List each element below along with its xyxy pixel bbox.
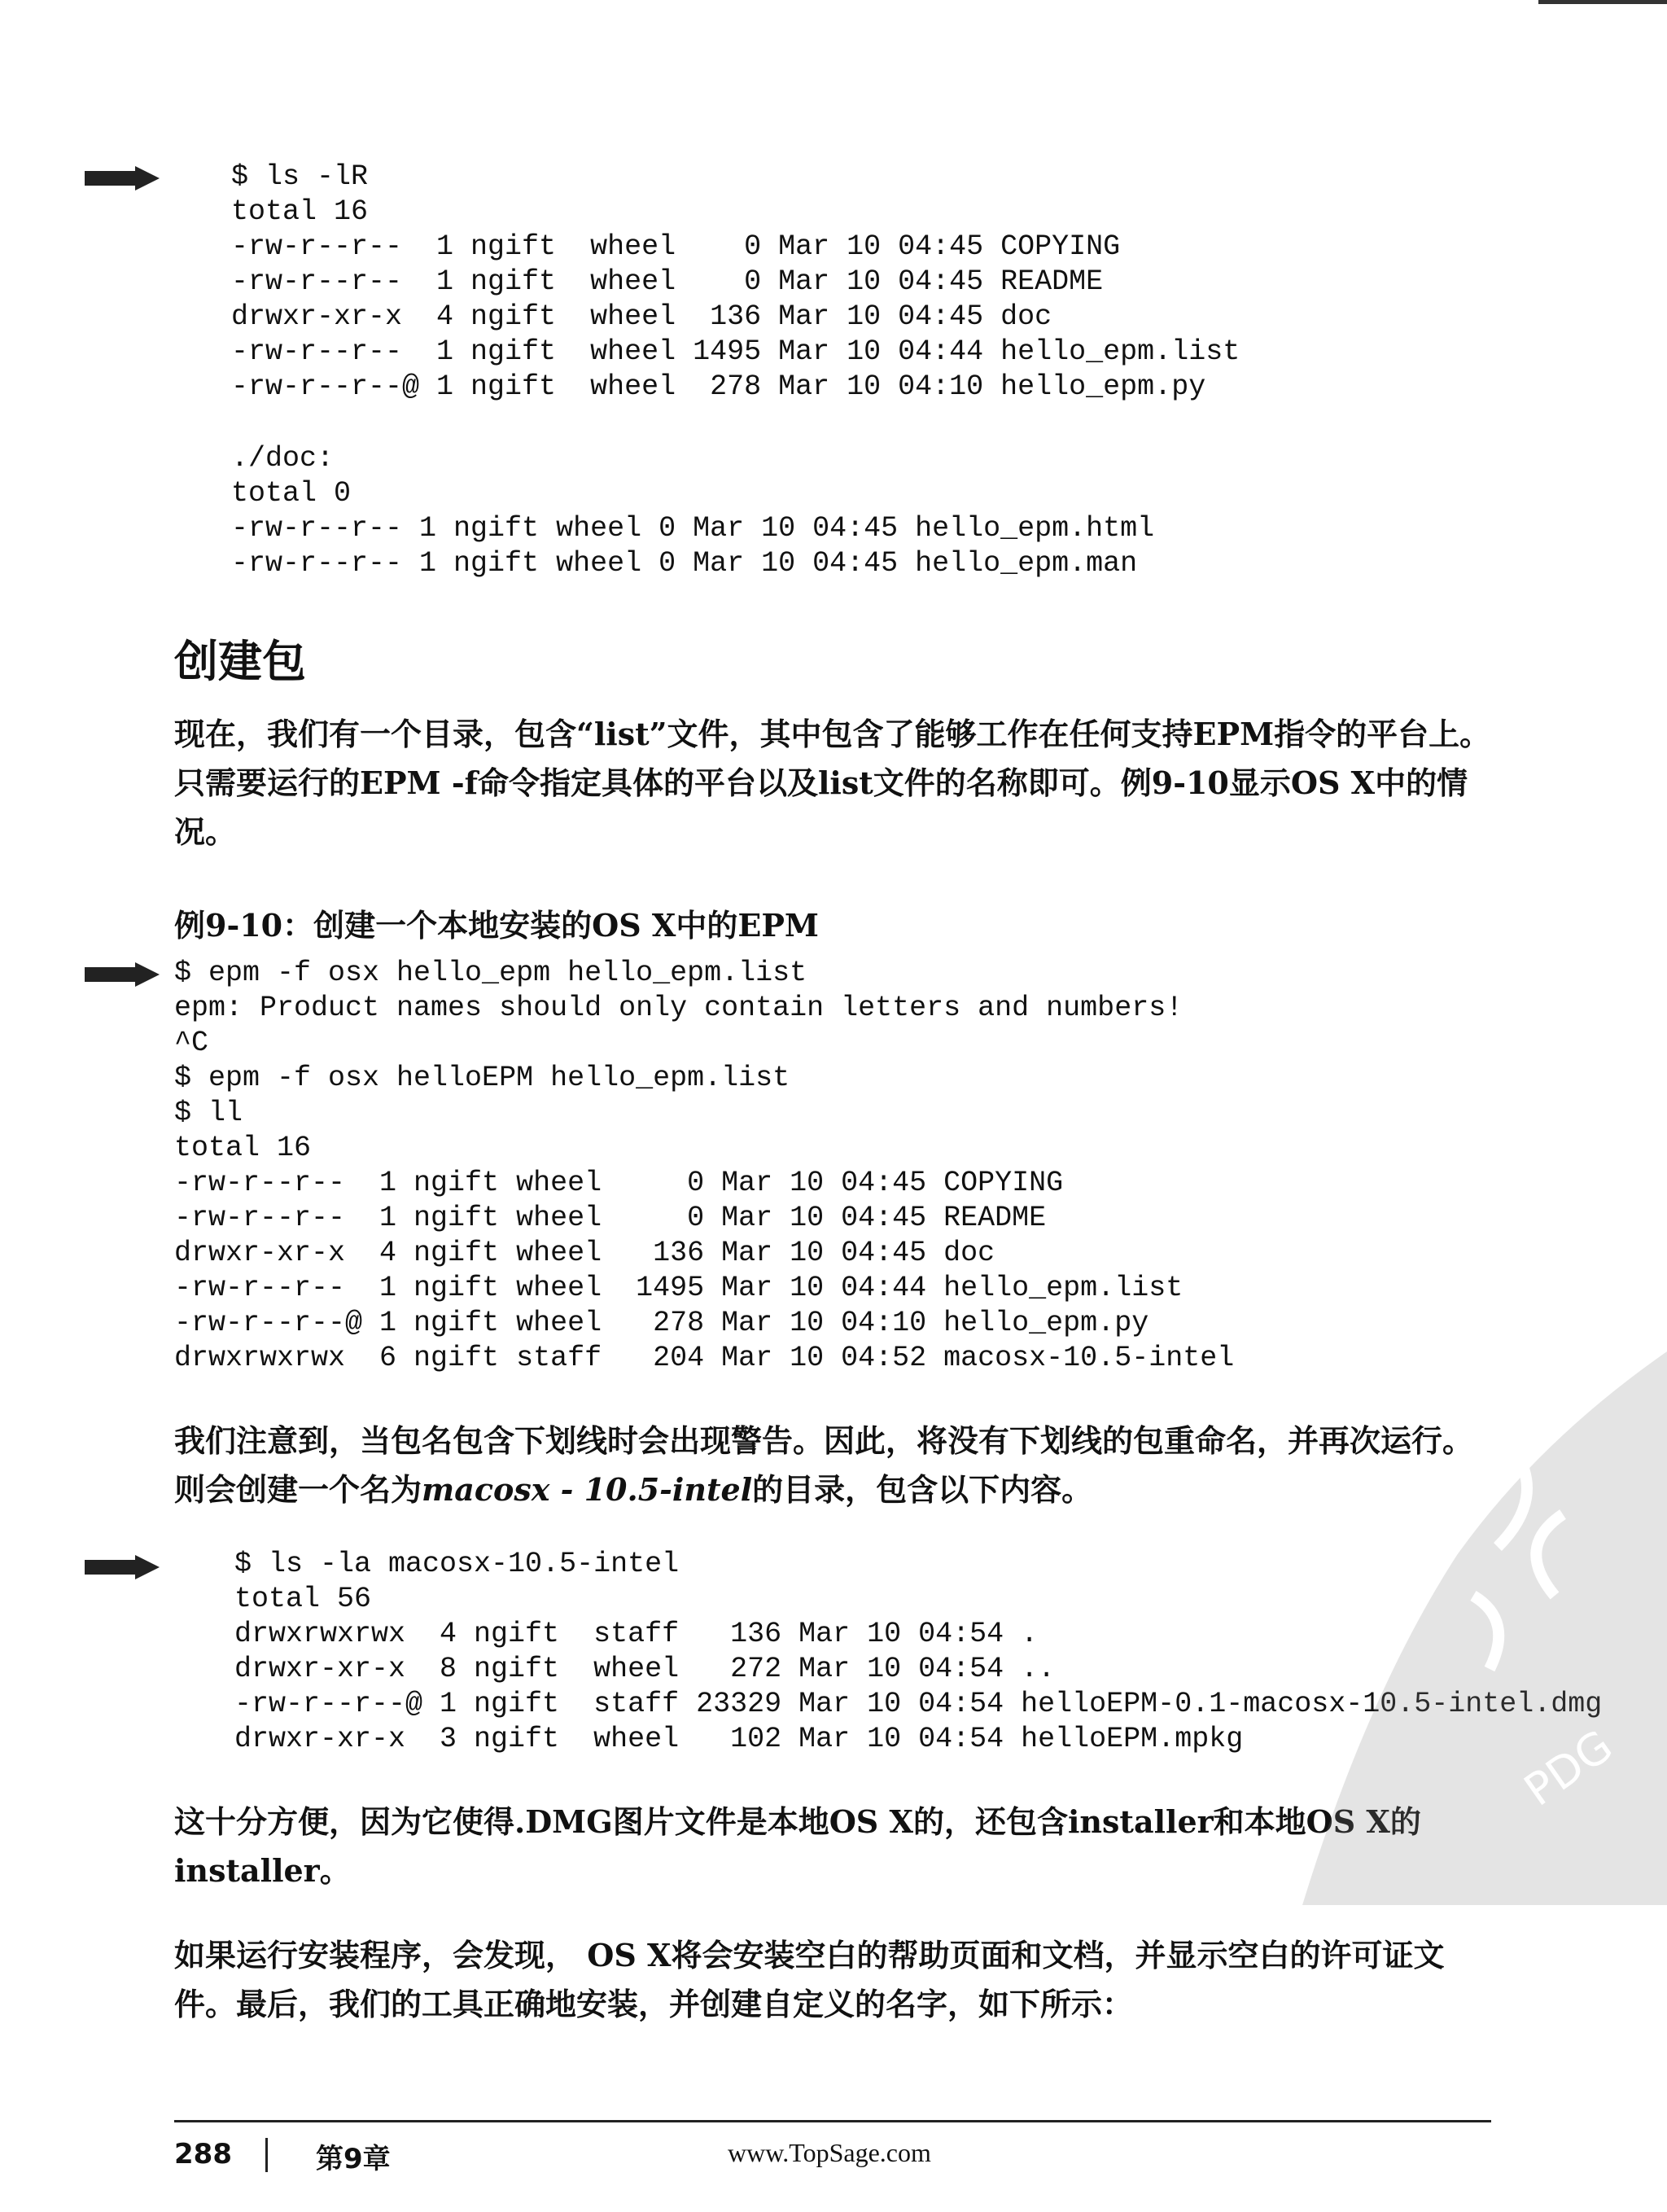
- directory-name: macosx - 10.5-intel: [422, 1471, 753, 1508]
- code-line: $ ls -lR: [231, 160, 369, 193]
- watermark-seal: [1270, 1351, 1667, 1905]
- code-line: total 16: [231, 195, 369, 228]
- code-line: drwxr-xr-x 3 ngift wheel 102 Mar 10 04:54 helloEPM.mpkg: [234, 1723, 1244, 1755]
- margin-arrow-icon: [85, 962, 160, 987]
- code-line: -rw-r--r-- 1 ngift wheel 0 Mar 10 04:45 README: [174, 1202, 1047, 1234]
- paragraph-intro: 现在，我们有一个目录，包含“list”文件，其中包含了能够工作在任何支持EPM指令的平台上。只需要运行的EPM -f命令指定具体的平台以及list文件的名称即可。例9-10显示OS X中的情况。: [174, 716, 1491, 850]
- code-line: -rw-r--r--@ 1 ngift wheel 278 Mar 10 04:10 hello_epm.py: [174, 1307, 1149, 1339]
- paragraph-installer: 如果运行安装程序，会发现， OS X将会安装空白的帮助页面和文档，并显示空白的许可证文件。最后，我们的工具正确地安装，并创建自定义的名字，如下所示：: [174, 1937, 1445, 2022]
- code-line: -rw-r--r-- 1 ngift wheel 1495 Mar 10 04:44 hello_epm.list: [174, 1272, 1184, 1304]
- code-block-epm: [174, 956, 1234, 1376]
- code-line: drwxrwxrwx 6 ngift staff 204 Mar 10 04:52 macosx-10.5-intel: [174, 1342, 1235, 1374]
- code-line: -rw-r--r-- 1 ngift wheel 0 Mar 10 04:45 COPYING: [174, 1167, 1064, 1199]
- chapter-label: 第9章: [316, 2143, 391, 2175]
- code-line: total 56: [234, 1583, 372, 1615]
- footer-url: www.TopSage.com: [728, 2138, 931, 2167]
- code-line: -rw-r--r-- 1 ngift wheel 0 Mar 10 04:45 COPYING: [231, 230, 1121, 263]
- code-line: drwxr-xr-x 4 ngift wheel 136 Mar 10 04:45 doc: [174, 1237, 995, 1269]
- code-line: -rw-r--r--@ 1 ngift staff 23329 Mar 10 04:54 helloEPM-0.1-macosx-10.5-intel.dmg: [234, 1688, 1603, 1720]
- margin-arrow-icon: [85, 1555, 160, 1579]
- watermark-text: PDG: [1515, 1719, 1622, 1816]
- paragraph-dmg: 这十分方便，因为它使得.DMG图片文件是本地OS X的，还包含installer和本地OS X的installer。: [174, 1803, 1421, 1889]
- footer-separator: [265, 2138, 268, 2172]
- footer-rule: [174, 2120, 1491, 2122]
- code-line: total 16: [174, 1132, 312, 1164]
- code-block-ls-lr: [231, 160, 1240, 581]
- code-line: ./doc:: [231, 442, 335, 475]
- code-line: -rw-r--r-- 1 ngift wheel 1495 Mar 10 04:44 hello_epm.list: [231, 335, 1240, 368]
- code-line: total 0: [231, 477, 352, 510]
- page-number: 288: [174, 2138, 232, 2170]
- paragraph-text: 的目录，包含以下内容。: [752, 1471, 1093, 1508]
- code-line: $ ll: [174, 1097, 243, 1129]
- code-line: epm: Product names should only contain letters and numbers!: [174, 992, 1184, 1024]
- code-line: $ epm -f osx helloEPM hello_epm.list: [174, 1062, 790, 1094]
- code-line: drwxr-xr-x 4 ngift wheel 136 Mar 10 04:45 doc: [231, 300, 1052, 333]
- code-line: $ epm -f osx hello_epm hello_epm.list: [174, 957, 807, 989]
- example-caption: 例9-10：创建一个本地安装的OS X中的EPM: [174, 907, 819, 944]
- code-line: ^C: [174, 1027, 209, 1059]
- code-line: drwxr-xr-x 8 ngift wheel 272 Mar 10 04:54 ..: [234, 1653, 1056, 1685]
- code-line: $ ls -la macosx-10.5-intel: [234, 1548, 680, 1580]
- code-line: -rw-r--r--@ 1 ngift wheel 278 Mar 10 04:10 hello_epm.py: [231, 370, 1206, 403]
- code-line: -rw-r--r-- 1 ngift wheel 0 Mar 10 04:45 hello_epm.man: [231, 547, 1138, 580]
- code-line: drwxrwxrwx 4 ngift staff 136 Mar 10 04:54 .: [234, 1618, 1039, 1650]
- code-line: -rw-r--r-- 1 ngift wheel 0 Mar 10 04:45 README: [231, 265, 1104, 298]
- section-heading: 创建包: [174, 636, 306, 687]
- code-line: -rw-r--r-- 1 ngift wheel 0 Mar 10 04:45 hello_epm.html: [231, 512, 1155, 545]
- paragraph-text: 我们注意到，当包名包含下划线时会出现警告。因此，将没有下划线的包重命名，并再次运行。则会创建一个名为: [174, 1422, 1474, 1508]
- margin-arrow-icon: [85, 166, 160, 191]
- top-edge-rule: [1538, 0, 1667, 4]
